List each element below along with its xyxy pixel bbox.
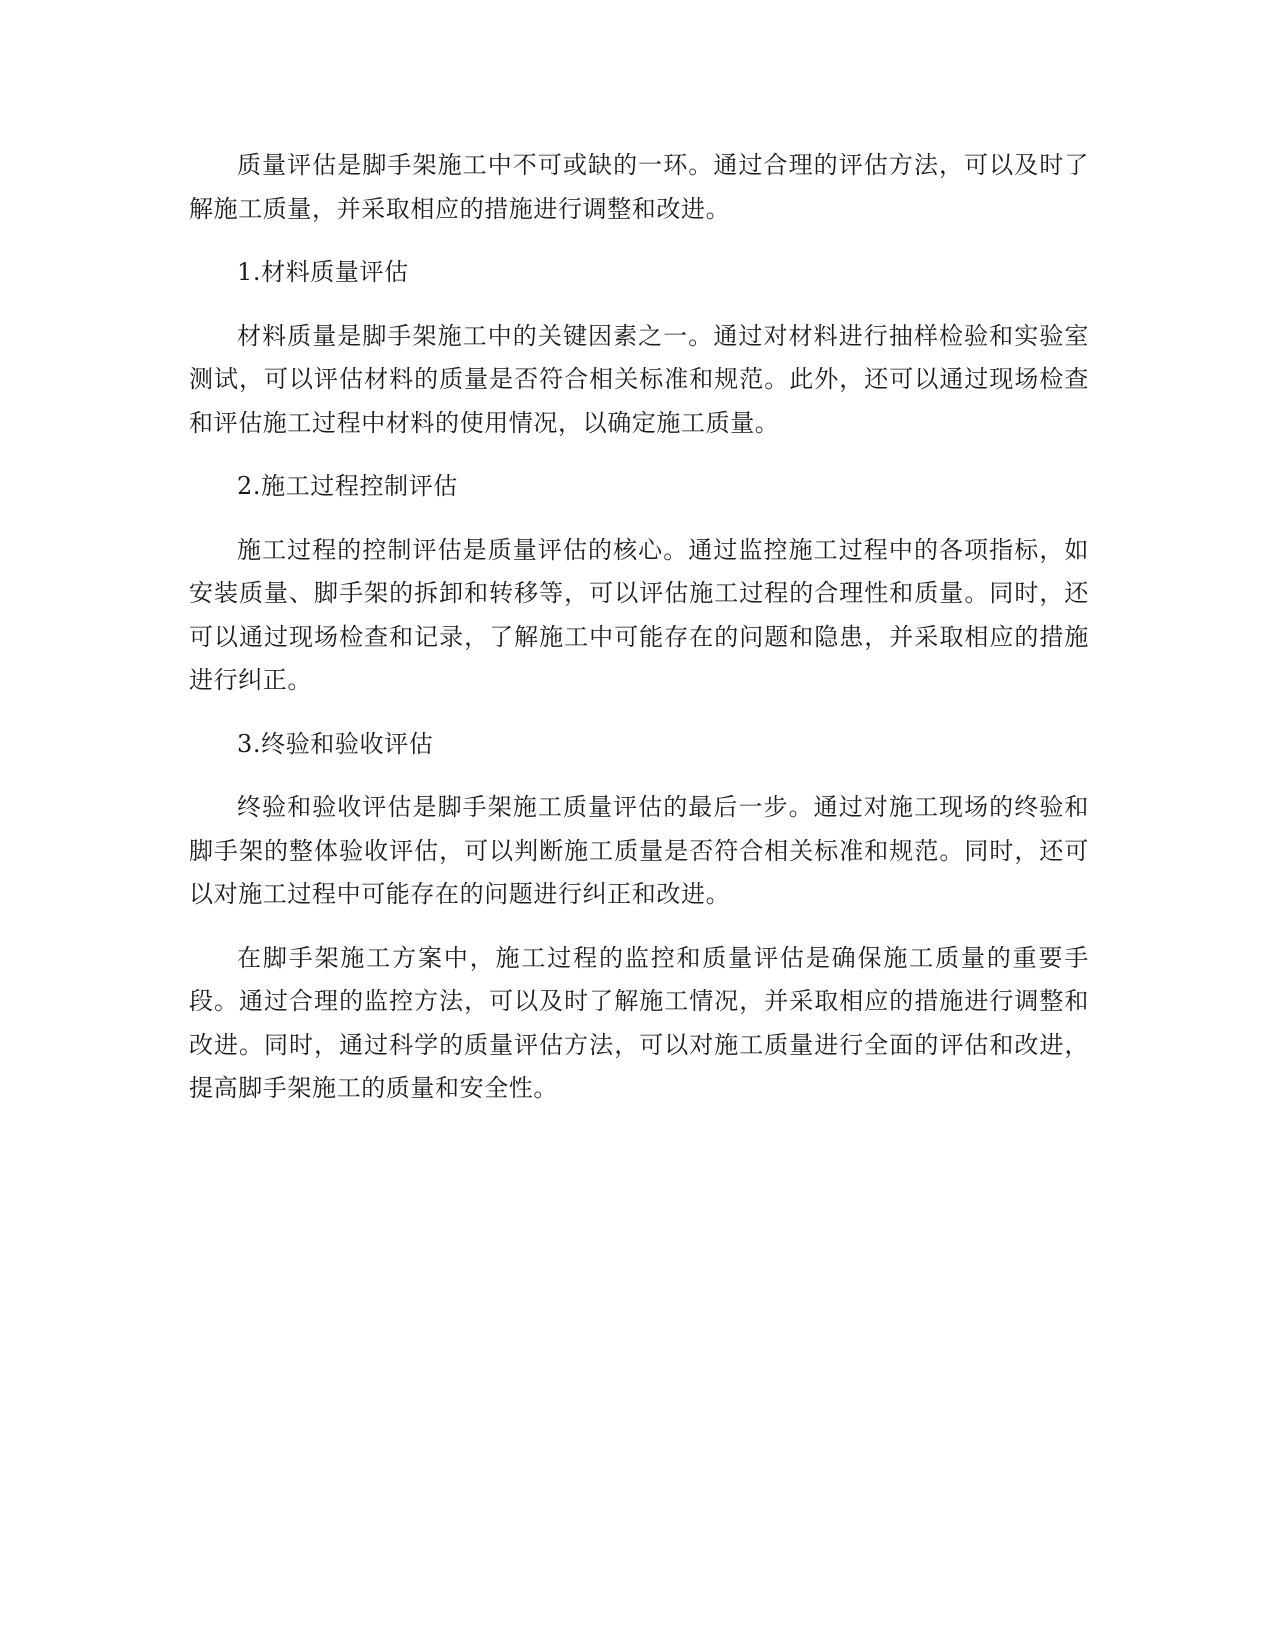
document-body — [189, 144, 1089, 1131]
section-heading-material-quality: 1.材料质量评估 — [237, 258, 409, 286]
final-acceptance-paragraph: 终验和验收评估是脚手架施工质量评估的最后一步。通过对施工现场的终验和脚手架的整体验收评估，可以判断施工质量是否符合相关标准和规范。同时，还可以对施工过程中可能存在的问题进行纠正和改进。 — [189, 793, 1089, 908]
conclusion-paragraph: 在脚手架施工方案中，施工过程的监控和质量评估是确保施工质量的重要手段。通过合理的监控方法，可以及时了解施工情况，并采取相应的措施进行调整和改进。同时，通过科学的质量评估方法，可以对施工质量进行全面的评估和改进，提高脚手架施工的质量和安全性。 — [189, 943, 1089, 1102]
intro-paragraph: 质量评估是脚手架施工中不可或缺的一环。通过合理的评估方法，可以及时了解施工质量，并采取相应的措施进行调整和改进。 — [189, 151, 1089, 223]
process-control-paragraph: 施工过程的控制评估是质量评估的核心。通过监控施工过程中的各项指标，如安装质量、脚手架的拆卸和转移等，可以评估施工过程的合理性和质量。同时，还可以通过现场检查和记录，了解施工中可能存在的问题和隐患，并采取相应的措施进行纠正。 — [189, 535, 1089, 694]
section-heading-final-acceptance: 3.终验和验收评估 — [237, 729, 434, 758]
section-heading-process-control: 2.施工过程控制评估 — [237, 472, 458, 500]
material-quality-paragraph: 材料质量是脚手架施工中的关键因素之一。通过对材料进行抽样检验和实验室测试，可以评估材料的质量是否符合相关标准和规范。此外，还可以通过现场检查和评估施工过程中材料的使用情况，以确定施工质量。 — [189, 321, 1089, 437]
